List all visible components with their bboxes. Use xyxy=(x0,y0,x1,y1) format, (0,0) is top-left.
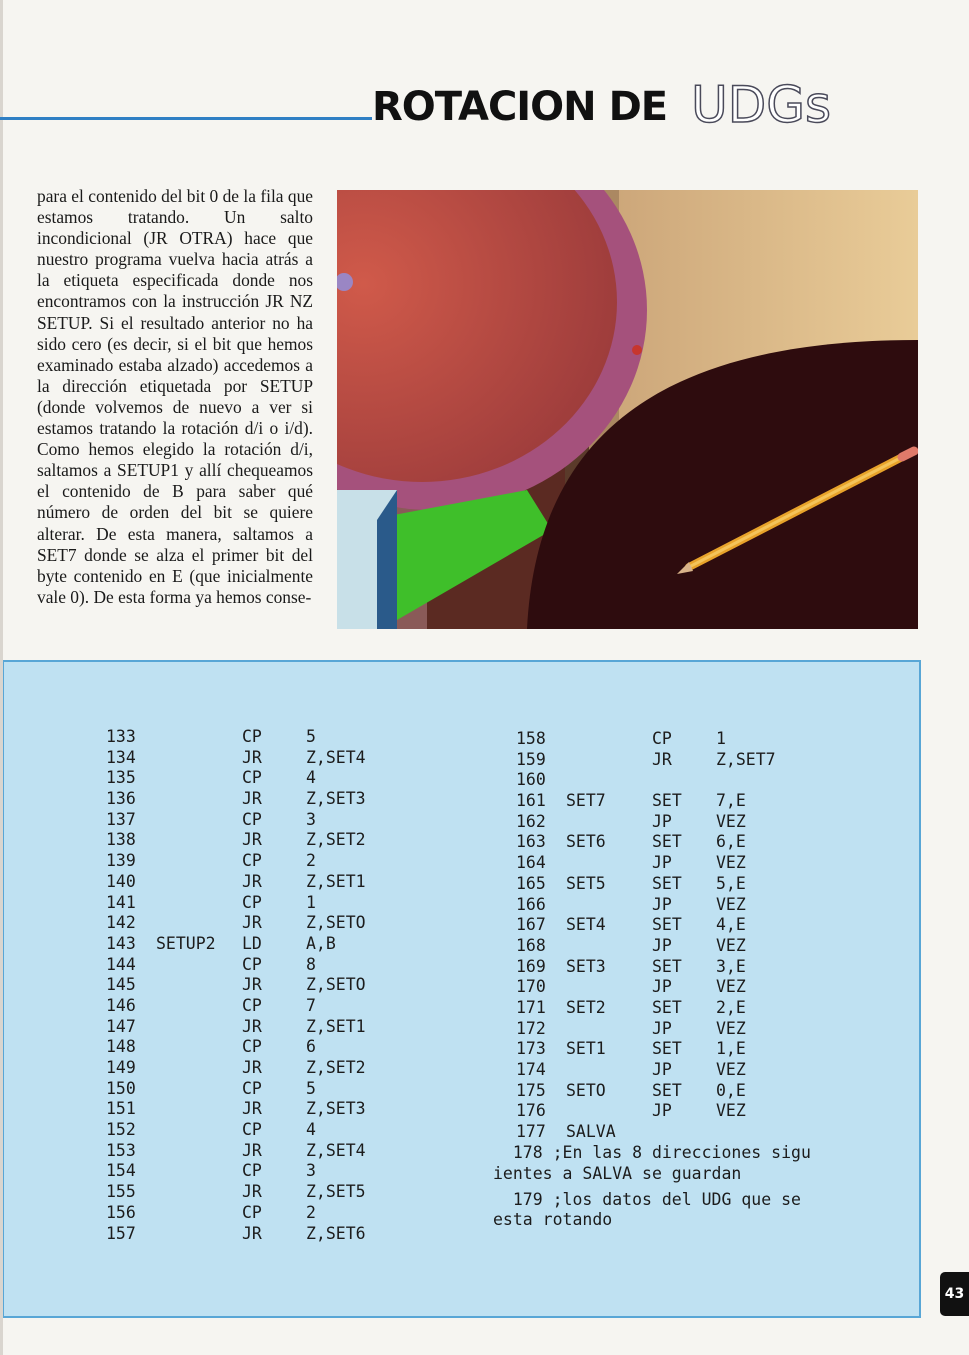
code-label: SET2 xyxy=(566,997,606,1017)
code-arg: Z,SET7 xyxy=(716,749,776,769)
code-num: 157 xyxy=(106,1223,136,1243)
code-num: 149 xyxy=(106,1058,136,1077)
code-num: 173 xyxy=(516,1039,546,1059)
code-arg: 1 xyxy=(716,729,726,748)
code-op: JR xyxy=(242,830,262,850)
title-bold-text: ROTACION DE xyxy=(372,84,668,130)
code-op: CP xyxy=(242,768,262,788)
code-op: SET xyxy=(652,1080,682,1100)
code-arg: 3 xyxy=(306,1161,316,1181)
code-comment-178a: 178 ;En las 8 direcciones sigu xyxy=(493,1143,811,1162)
code-op: SET xyxy=(652,1039,682,1059)
code-listing-panel xyxy=(3,660,921,1318)
code-num: 169 xyxy=(516,956,546,976)
code-label: SET1 xyxy=(566,1039,606,1059)
code-num: 152 xyxy=(106,1120,136,1140)
code-label: SET3 xyxy=(566,956,606,976)
code-num: 168 xyxy=(516,935,546,955)
code-label: SET5 xyxy=(566,873,606,893)
code-num: 143 xyxy=(106,933,136,953)
page-title xyxy=(372,70,832,134)
code-op: JP xyxy=(652,1018,672,1038)
code-arg: 5 xyxy=(306,727,316,746)
code-op: SET xyxy=(652,791,682,811)
code-arg: VEZ xyxy=(716,811,746,831)
code-arg: 7,E xyxy=(716,791,746,811)
article-body-text: para el contenido del bit 0 de la fila que estamos tratando. Un salto incondicional (JR OTRA) hace que nuestro programa vuelva hacia atrás a la etiqueta especificada donde nos encontramos con la instrucción JR NZ SETUP. Si el resultado anterior no ha sido cero (es decir, si el bit que hemos examinado estaba alzado) accedemos a la dirección etiquetada por SETUP (donde volvemos de nuevo a ver si estamos tratando la rotación d/i o i/d). Como hemos elegido la rotación d/i, saltamos a SETUP1 y allí chequeamos el contenido de B para saber qué número de orden del bit se quiere alterar. De esta manera, saltamos a SET7 donde se alza el primer bit del byte contenido en E (que inicialmente vale 0). De esta forma ya hemos conse- xyxy=(37,186,313,607)
code-arg: VEZ xyxy=(716,853,746,873)
code-num: 136 xyxy=(106,789,136,809)
code-arg: VEZ xyxy=(716,977,746,997)
illustration-photo xyxy=(337,190,918,629)
code-num: 176 xyxy=(516,1101,546,1121)
code-num: 154 xyxy=(106,1161,136,1181)
code-op: SET xyxy=(652,873,682,893)
code-num: 140 xyxy=(106,871,136,891)
code-op: CP xyxy=(242,809,262,829)
code-arg: 1,E xyxy=(716,1039,746,1059)
code-num: 158 xyxy=(516,729,546,748)
code-op: JR xyxy=(242,871,262,891)
code-arg: 4,E xyxy=(716,915,746,935)
code-num: 174 xyxy=(516,1060,546,1079)
code-num: 160 xyxy=(516,770,546,790)
code-arg: 7 xyxy=(306,995,316,1015)
code-op: JP xyxy=(652,894,672,914)
code-num: 170 xyxy=(516,977,546,997)
code-op: JR xyxy=(242,1016,262,1036)
code-comment-178b: ientes a SALVA se guardan xyxy=(493,1164,742,1183)
code-label: SETUP2 xyxy=(156,933,216,953)
code-op: JP xyxy=(652,977,672,997)
code-op: SET xyxy=(652,915,682,935)
code-op: CP xyxy=(242,727,262,746)
code-arg: 8 xyxy=(306,954,316,974)
header-rule xyxy=(0,117,372,120)
code-num: 161 xyxy=(516,791,546,811)
code-arg: 2 xyxy=(306,851,316,871)
code-arg: VEZ xyxy=(716,935,746,955)
code-arg: Z,SET1 xyxy=(306,1016,366,1036)
code-num: 151 xyxy=(106,1099,136,1119)
code-num: 153 xyxy=(106,1140,136,1160)
code-op: CP xyxy=(652,729,672,748)
code-op: JR xyxy=(242,975,262,995)
code-op: JR xyxy=(242,1182,262,1202)
code-op: JR xyxy=(242,1099,262,1119)
code-comment-179a: 179 ;los datos del UDG que se xyxy=(493,1190,801,1209)
code-op: JR xyxy=(242,913,262,933)
code-op: SET xyxy=(652,956,682,976)
code-num: 134 xyxy=(106,747,136,767)
code-num: 148 xyxy=(106,1037,136,1057)
code-num: 175 xyxy=(516,1080,546,1100)
code-op: JP xyxy=(652,1101,672,1121)
code-label: SET7 xyxy=(566,791,606,811)
code-op: CP xyxy=(242,851,262,871)
code-arg: VEZ xyxy=(716,1101,746,1121)
code-op: JP xyxy=(652,935,672,955)
code-arg: VEZ xyxy=(716,1018,746,1038)
code-op: JP xyxy=(652,811,672,831)
code-arg: 6,E xyxy=(716,832,746,852)
code-op: CP xyxy=(242,1161,262,1181)
code-num: 146 xyxy=(106,995,136,1015)
code-arg: 3 xyxy=(306,809,316,829)
code-arg: Z,SET3 xyxy=(306,1099,366,1119)
code-op: JP xyxy=(652,853,672,873)
code-op: JR xyxy=(242,1058,262,1077)
code-arg: Z,SET4 xyxy=(306,1140,366,1160)
code-arg: Z,SET5 xyxy=(306,1182,366,1202)
code-arg: 2,E xyxy=(716,997,746,1017)
code-num: 155 xyxy=(106,1182,136,1202)
code-arg: Z,SET2 xyxy=(306,830,366,850)
code-arg: Z,SET3 xyxy=(306,789,366,809)
code-arg: 6 xyxy=(306,1037,316,1057)
code-arg: Z,SET1 xyxy=(306,871,366,891)
code-arg: Z,SETO xyxy=(306,913,366,933)
code-num: 138 xyxy=(106,830,136,850)
code-op: JP xyxy=(652,1060,672,1079)
code-num: 142 xyxy=(106,913,136,933)
code-arg: 3,E xyxy=(716,956,746,976)
code-num: 166 xyxy=(516,894,546,914)
code-num: 145 xyxy=(106,975,136,995)
code-arg: 4 xyxy=(306,768,316,788)
code-label: SALVA xyxy=(566,1122,616,1142)
code-label: SET4 xyxy=(566,915,606,935)
code-op: LD xyxy=(242,933,262,953)
code-num: 159 xyxy=(516,749,546,769)
code-op: CP xyxy=(242,995,262,1015)
code-op: JR xyxy=(242,1223,262,1243)
code-op: CP xyxy=(242,1037,262,1057)
code-op: JR xyxy=(242,789,262,809)
code-op: JR xyxy=(242,1140,262,1160)
code-arg: 4 xyxy=(306,1120,316,1140)
code-op: CP xyxy=(242,1120,262,1140)
code-op: CP xyxy=(242,1078,262,1098)
code-num: 139 xyxy=(106,851,136,871)
code-num: 150 xyxy=(106,1078,136,1098)
code-num: 177 xyxy=(516,1122,546,1142)
code-arg: 5,E xyxy=(716,873,746,893)
code-op: SET xyxy=(652,832,682,852)
code-num: 141 xyxy=(106,892,136,912)
code-num: 162 xyxy=(516,811,546,831)
code-arg: 2 xyxy=(306,1202,316,1222)
code-arg: 5 xyxy=(306,1078,316,1098)
code-num: 171 xyxy=(516,997,546,1017)
code-num: 137 xyxy=(106,809,136,829)
code-comment-179b: esta rotando xyxy=(493,1210,613,1229)
code-op: CP xyxy=(242,1202,262,1222)
code-arg: Z,SET4 xyxy=(306,747,366,767)
code-label: SETO xyxy=(566,1080,606,1100)
code-arg: 1 xyxy=(306,892,316,912)
code-arg: Z,SET2 xyxy=(306,1058,366,1077)
code-arg: 0,E xyxy=(716,1080,746,1100)
code-num: 165 xyxy=(516,873,546,893)
code-num: 147 xyxy=(106,1016,136,1036)
code-num: 156 xyxy=(106,1202,136,1222)
code-op: SET xyxy=(652,997,682,1017)
code-num: 163 xyxy=(516,832,546,852)
code-op: CP xyxy=(242,954,262,974)
code-arg: Z,SETO xyxy=(306,975,366,995)
page-number-badge: 43 xyxy=(940,1272,969,1316)
code-num: 133 xyxy=(106,727,136,746)
code-op: CP xyxy=(242,892,262,912)
code-num: 167 xyxy=(516,915,546,935)
code-num: 144 xyxy=(106,954,136,974)
code-label: SET6 xyxy=(566,832,606,852)
code-arg: Z,SET6 xyxy=(306,1223,366,1243)
code-op: JR xyxy=(242,747,262,767)
code-arg: VEZ xyxy=(716,1060,746,1079)
code-arg: A,B xyxy=(306,933,336,953)
code-op: JR xyxy=(652,749,672,769)
code-num: 135 xyxy=(106,768,136,788)
code-arg: VEZ xyxy=(716,894,746,914)
code-num: 164 xyxy=(516,853,546,873)
title-outline-text: UDGs xyxy=(691,76,832,134)
code-num: 172 xyxy=(516,1018,546,1038)
